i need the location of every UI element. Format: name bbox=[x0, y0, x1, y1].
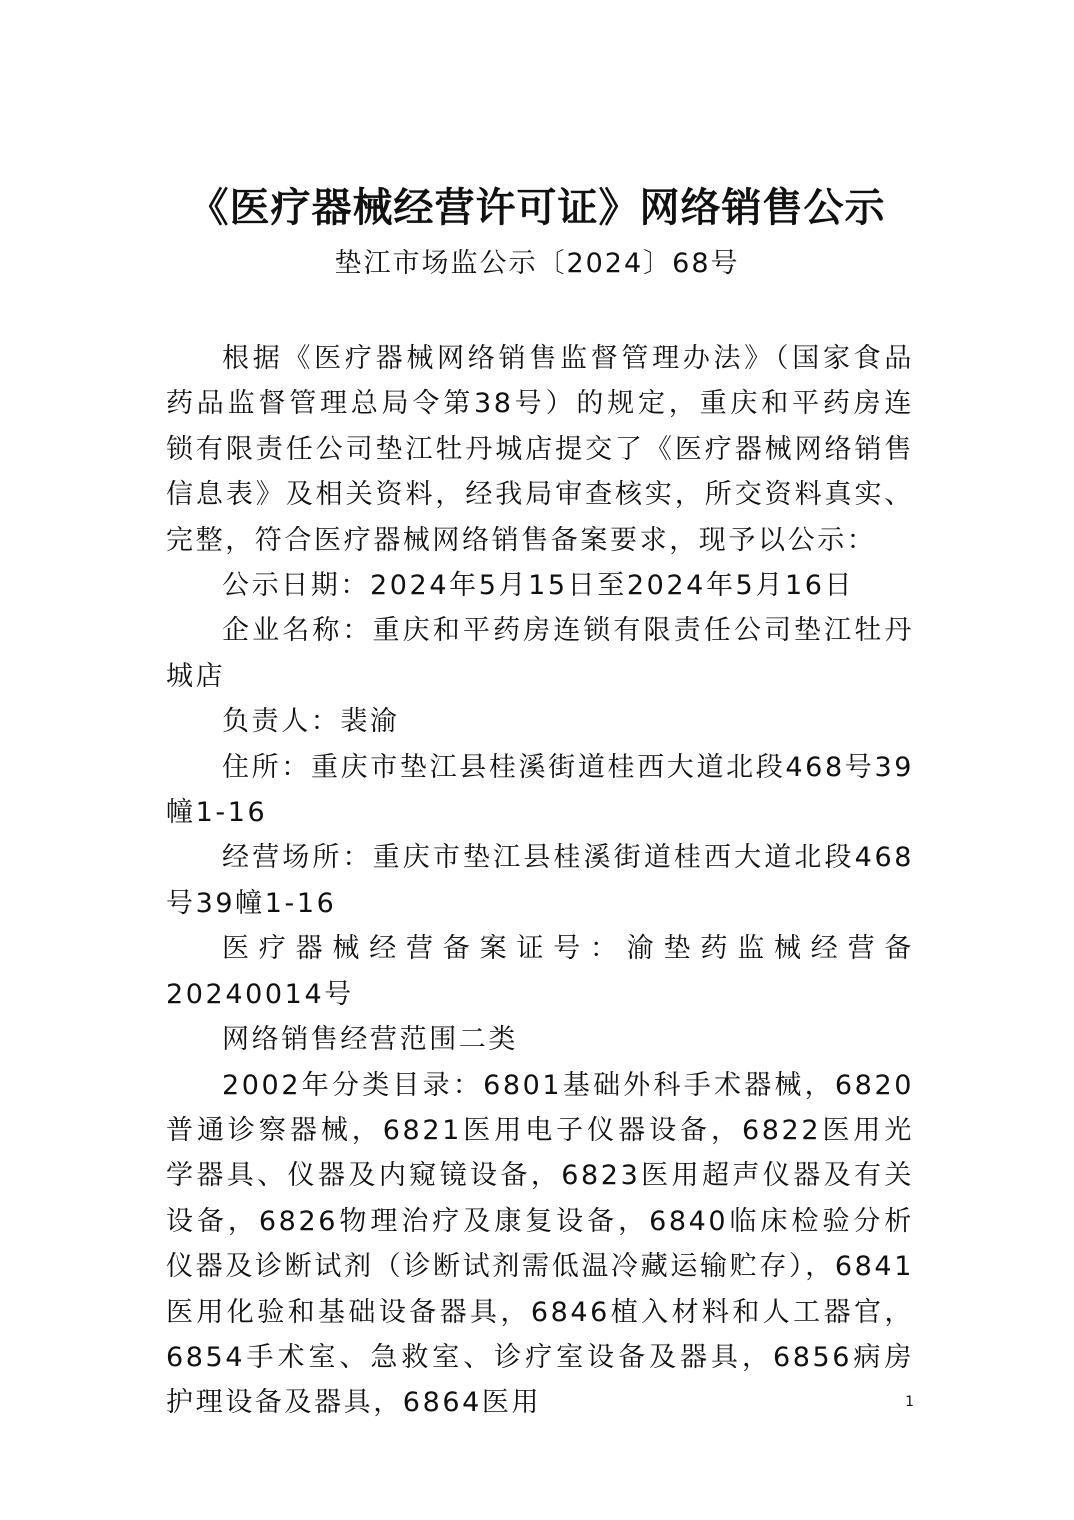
filing-certificate-number: 医疗器械经营备案证号：渝垫药监械经营备20240014号 bbox=[166, 933, 914, 1010]
company-name: 企业名称：重庆和平药房连锁有限责任公司垫江牡丹城店 bbox=[166, 615, 914, 692]
document-body bbox=[166, 336, 914, 1426]
responsible-person: 负责人：裴渝 bbox=[222, 706, 400, 738]
registered-address: 住所：重庆市垫江县桂溪街道桂西大道北段468号39幢1-16 bbox=[166, 751, 914, 829]
document-number: 垫江市场监公示〔2024〕68号 bbox=[334, 248, 740, 279]
online-sales-scope: 网络销售经营范围二类 bbox=[222, 1024, 518, 1056]
page-number: 1 bbox=[905, 1394, 914, 1410]
document-title: 《医疗器械经营许可证》网络销售公示 bbox=[188, 185, 886, 231]
business-premises: 经营场所：重庆市垫江县桂溪街道桂西大道北段468号39幢1-16 bbox=[166, 842, 914, 919]
notice-date: 公示日期：2024年5月15日至2024年5月16日 bbox=[222, 570, 855, 602]
intro-paragraph: 根据《医疗器械网络销售监督管理办法》（国家食品药品监督管理总局令第38号）的规定，重庆和平药房连锁有限责任公司垫江牡丹城店提交了《医疗器械网络销售信息表》及相关资料，经我局审查核实，所交资料真实、完整，符合医疗器械网络销售备案要求，现予以公示： bbox=[166, 343, 914, 556]
classification-catalog: 2002年分类目录：6801基础外科手术器械，6820普通诊察器械，6821医用电子仪器设备，6822医用光学器具、仪器及内窥镜设备，6823医用超声仪器及有关设备，6826物理治疗及康复设备，6840临床检验分析仪器及诊断试剂（诊断试剂需低温冷藏运输贮存），6841医用化验和基础设备器具，6846植入材料和人工器官，6854手术室、急救室、诊疗室设备及器具，6856病房护理设备及器具，6864医用 bbox=[166, 1069, 914, 1419]
